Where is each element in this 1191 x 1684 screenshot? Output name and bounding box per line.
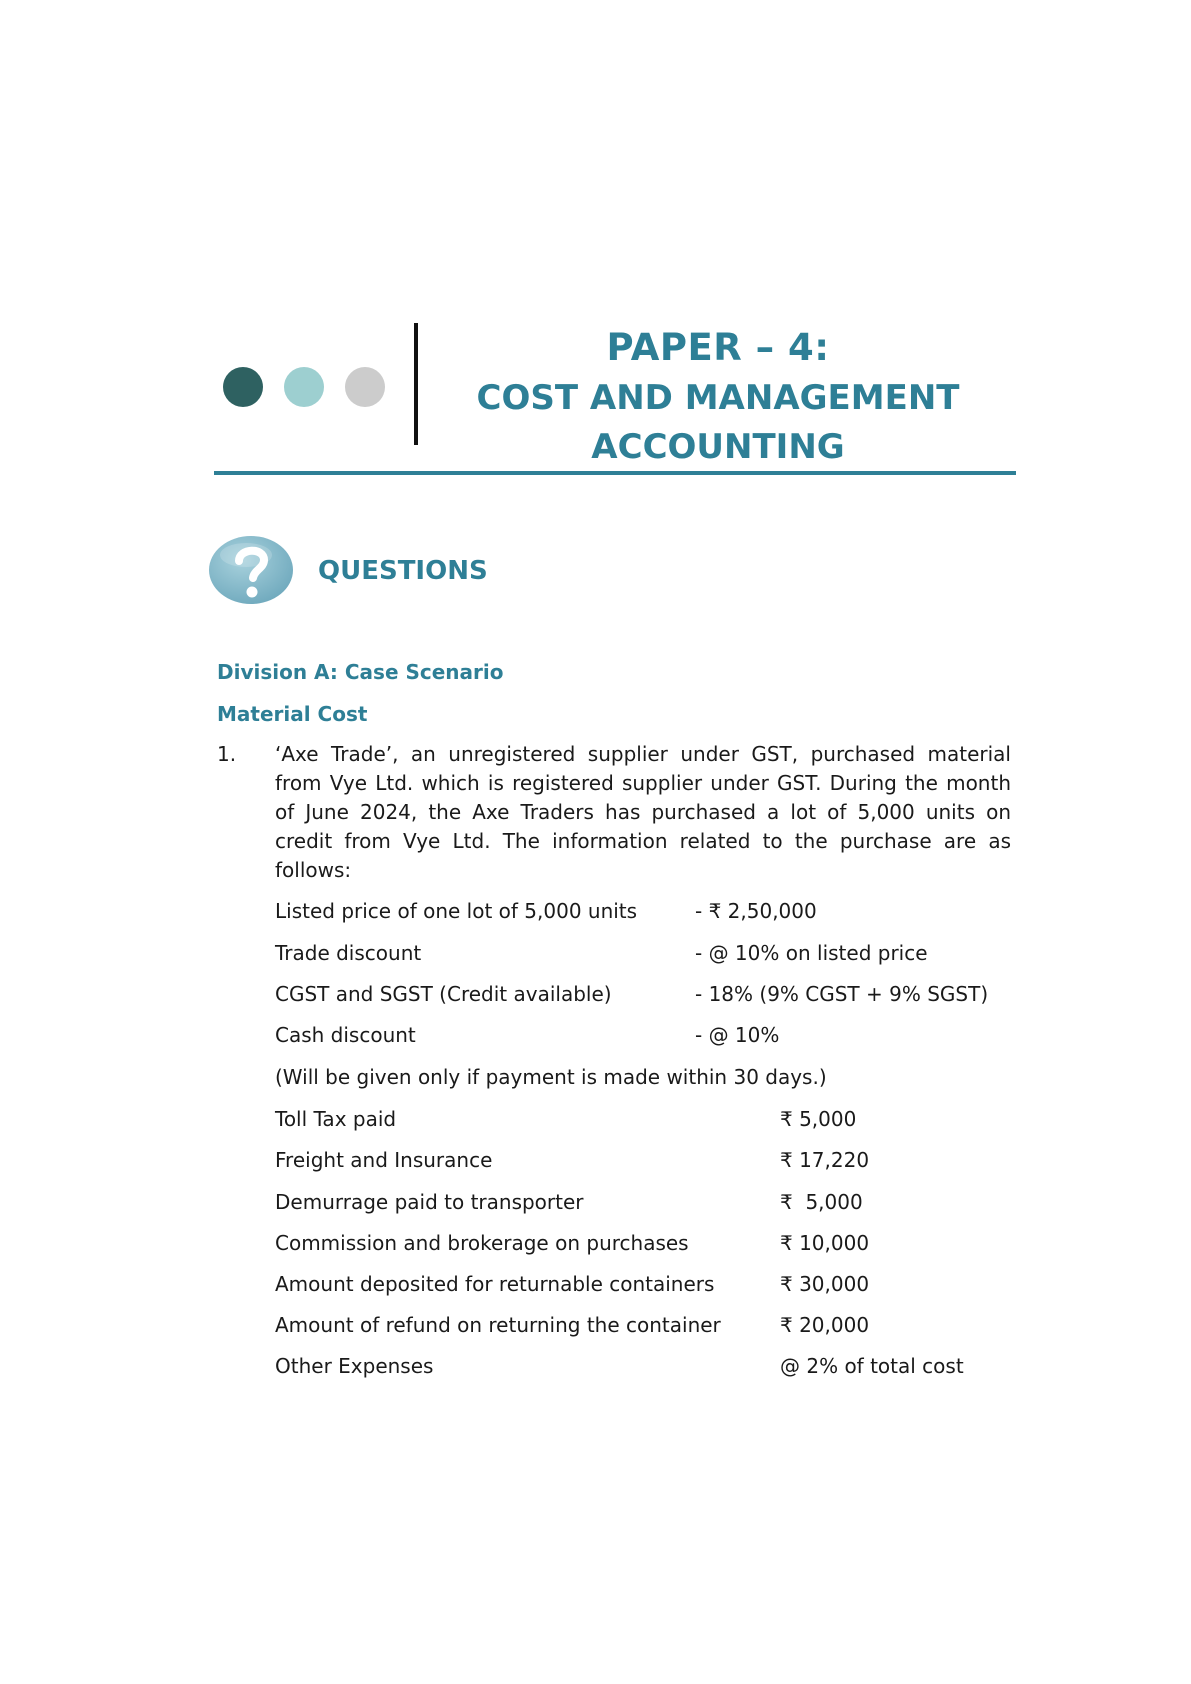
expense-label: Demurrage paid to transporter <box>275 1190 584 1214</box>
detail-value: - @ 10% on listed price <box>695 941 928 965</box>
paper-title: PAPER – 4: <box>606 326 830 369</box>
division-heading: Division A: Case Scenario <box>217 660 504 684</box>
header-rule <box>214 471 1016 475</box>
section-label: QUESTIONS <box>318 556 488 586</box>
expense-label: Commission and brokerage on purchases <box>275 1231 689 1255</box>
expense-label: Freight and Insurance <box>275 1148 493 1172</box>
topic-heading: Material Cost <box>217 702 368 726</box>
question-number: 1. <box>217 742 237 766</box>
detail-label: Trade discount <box>275 941 422 965</box>
expense-label: Other Expenses <box>275 1354 434 1378</box>
expense-value: ₹ 5,000 <box>780 1107 857 1131</box>
paper-subtitle-line2: ACCOUNTING <box>591 427 845 467</box>
detail-label: Listed price of one lot of 5,000 units <box>275 899 638 923</box>
detail-label: Cash discount <box>275 1023 416 1047</box>
expense-value: ₹ 30,000 <box>780 1272 870 1296</box>
expense-value: ₹ 10,000 <box>780 1231 870 1255</box>
expense-value: ₹ 17,220 <box>780 1148 870 1172</box>
cash-discount-note: (Will be given only if payment is made within 30 days.) <box>275 1065 827 1089</box>
expense-label: Amount of refund on returning the container <box>275 1313 721 1337</box>
detail-label: CGST and SGST (Credit available) <box>275 982 612 1006</box>
header-divider-vertical <box>414 323 418 445</box>
detail-value: - ₹ 2,50,000 <box>695 899 817 923</box>
expense-value: @ 2% of total cost <box>780 1354 964 1378</box>
decorative-dot-grey <box>345 367 385 407</box>
detail-value: - 18% (9% CGST + 9% SGST) <box>695 982 989 1006</box>
expense-label: Amount deposited for returnable containers <box>275 1272 715 1296</box>
decorative-dot-light <box>284 367 324 407</box>
expense-value: ₹ 20,000 <box>780 1313 870 1337</box>
expense-value: ₹ 5,000 <box>780 1190 863 1214</box>
question-mark-icon <box>208 535 294 605</box>
paper-subtitle-line1: COST AND MANAGEMENT <box>476 378 960 418</box>
decorative-dot-dark <box>223 367 263 407</box>
question-text: ‘Axe Trade’, an unregistered supplier under GST, purchased material from Vye Ltd. which is registered supplier under GST. During the month of June 2024, the Axe Traders has purchased a lot of 5,000 units on credit from Vye Ltd. The information related to the purchase are as follows: <box>275 742 1011 882</box>
detail-value: - @ 10% <box>695 1023 780 1047</box>
expense-label: Toll Tax paid <box>275 1107 397 1131</box>
